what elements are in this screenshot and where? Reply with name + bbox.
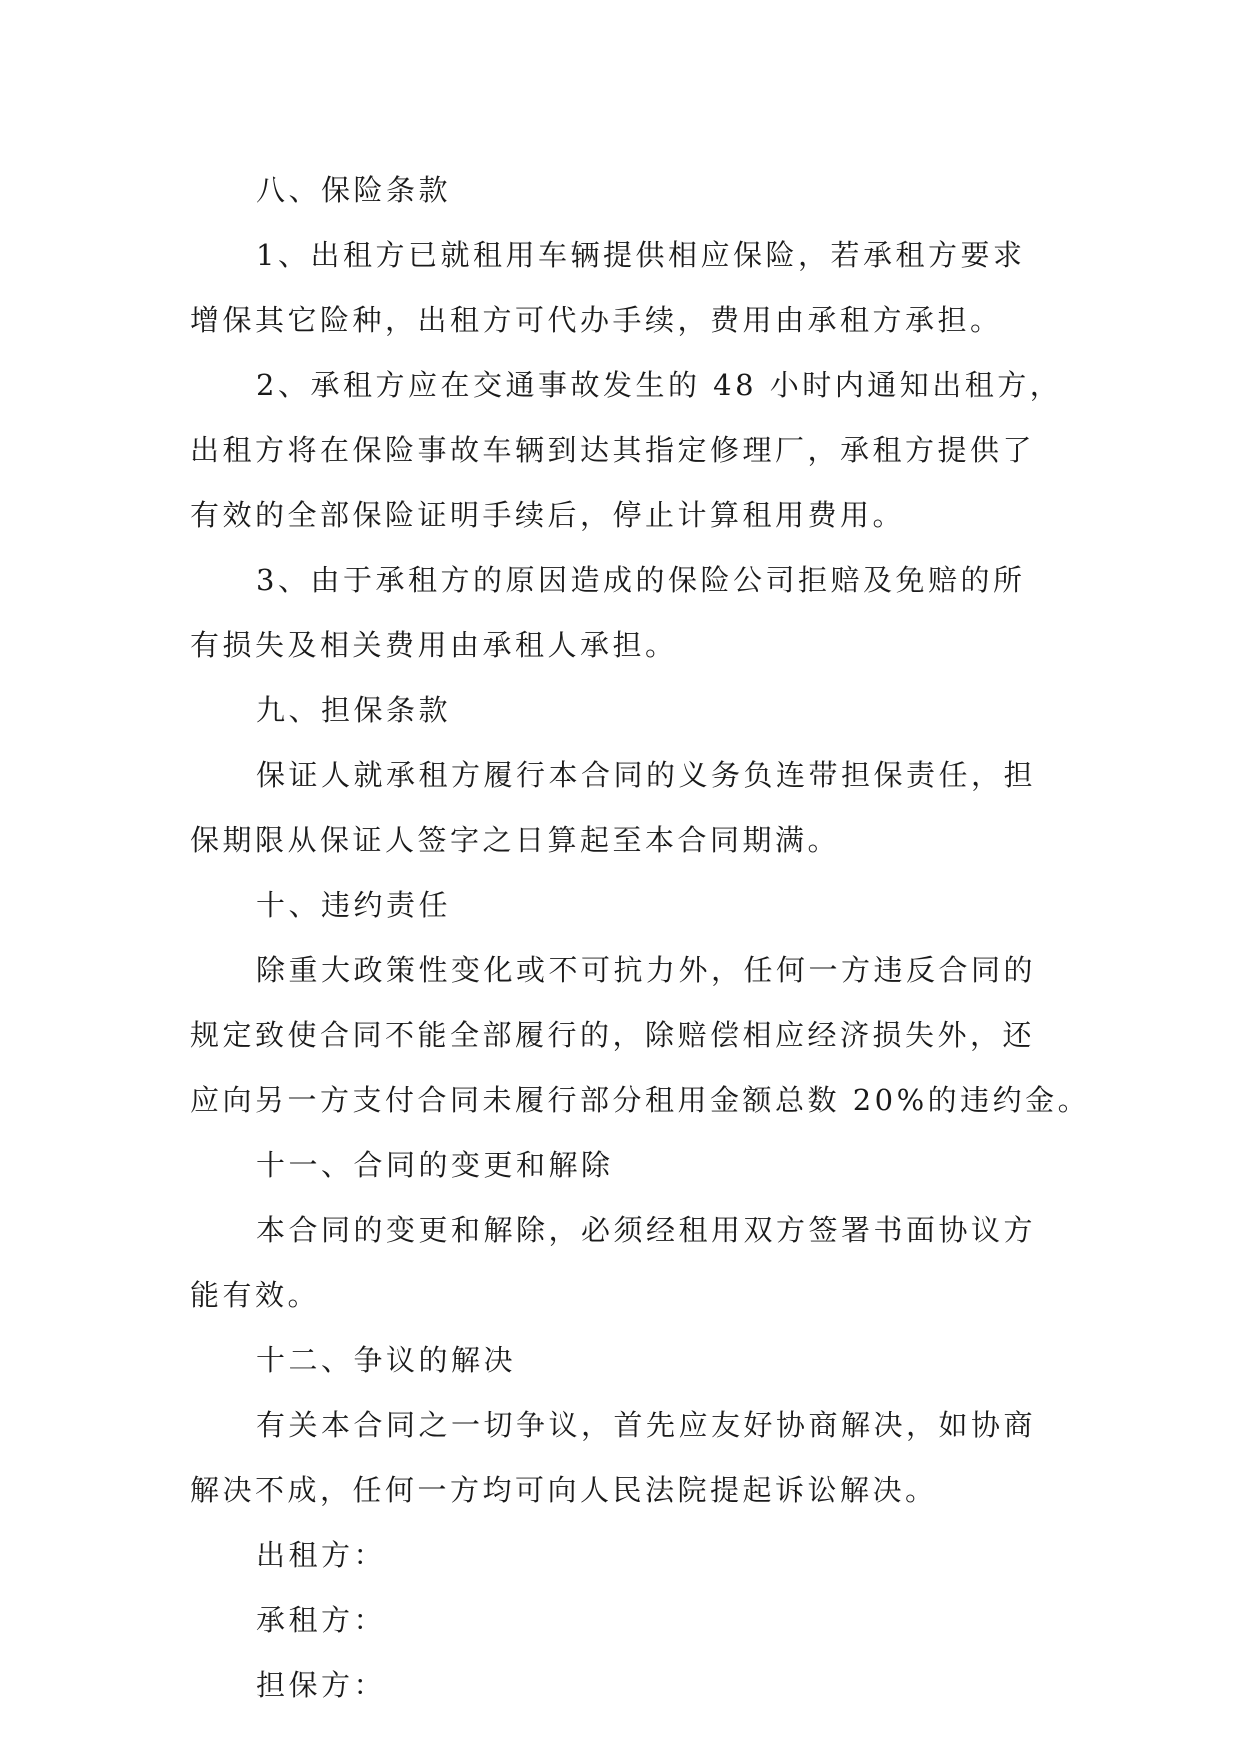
paragraph-line: 保期限从保证人签字之日算起至本合同期满。 [190, 823, 841, 857]
paragraph-line: 除重大政策性变化或不可抗力外，任何一方违反合同的 [256, 953, 1037, 987]
paragraph-line: 有损失及相关费用由承租人承担。 [190, 628, 678, 662]
section-heading-dispute: 十二、争议的解决 [256, 1343, 517, 1377]
paragraph-line: 解决不成，任何一方均可向人民法院提起诉讼解决。 [190, 1473, 938, 1507]
paragraph-line: 出租方将在保险事故车辆到达其指定修理厂，承租方提供了 [190, 433, 1036, 467]
paragraph-line: 保证人就承租方履行本合同的义务负连带担保责任，担 [256, 758, 1037, 792]
signature-lessee: 承租方： [256, 1603, 387, 1637]
document-body [190, 158, 1091, 1718]
paragraph-line: 有效的全部保险证明手续后，停止计算租用费用。 [190, 498, 906, 532]
signature-lessor: 出租方： [256, 1538, 387, 1572]
paragraph-line: 能有效。 [190, 1278, 321, 1312]
section-heading-insurance: 八、保险条款 [256, 173, 452, 207]
paragraph-line: 增保其它险种，出租方可代办手续，费用由承租方承担。 [190, 303, 1003, 337]
signature-guarantor: 担保方： [256, 1668, 387, 1702]
paragraph-line: 本合同的变更和解除，必须经租用双方签署书面协议方 [256, 1213, 1037, 1247]
paragraph-line: 有关本合同之一切争议，首先应友好协商解决，如协商 [256, 1408, 1037, 1442]
paragraph-line: 规定致使合同不能全部履行的，除赔偿相应经济损失外，还 [190, 1018, 1036, 1052]
paragraph-line: 2、承租方应在交通事故发生的 48 小时内通知出租方， [256, 368, 1063, 402]
paragraph-line: 3、由于承租方的原因造成的保险公司拒赔及免赔的所 [256, 563, 1026, 597]
section-heading-liability: 十、违约责任 [256, 888, 452, 922]
section-heading-amendment: 十一、合同的变更和解除 [256, 1148, 614, 1182]
section-heading-guarantee: 九、担保条款 [256, 693, 452, 727]
paragraph-line: 应向另一方支付合同未履行部分租用金额总数 20%的违约金。 [190, 1083, 1091, 1117]
paragraph-line: 1、出租方已就租用车辆提供相应保险，若承租方要求 [256, 238, 1026, 272]
